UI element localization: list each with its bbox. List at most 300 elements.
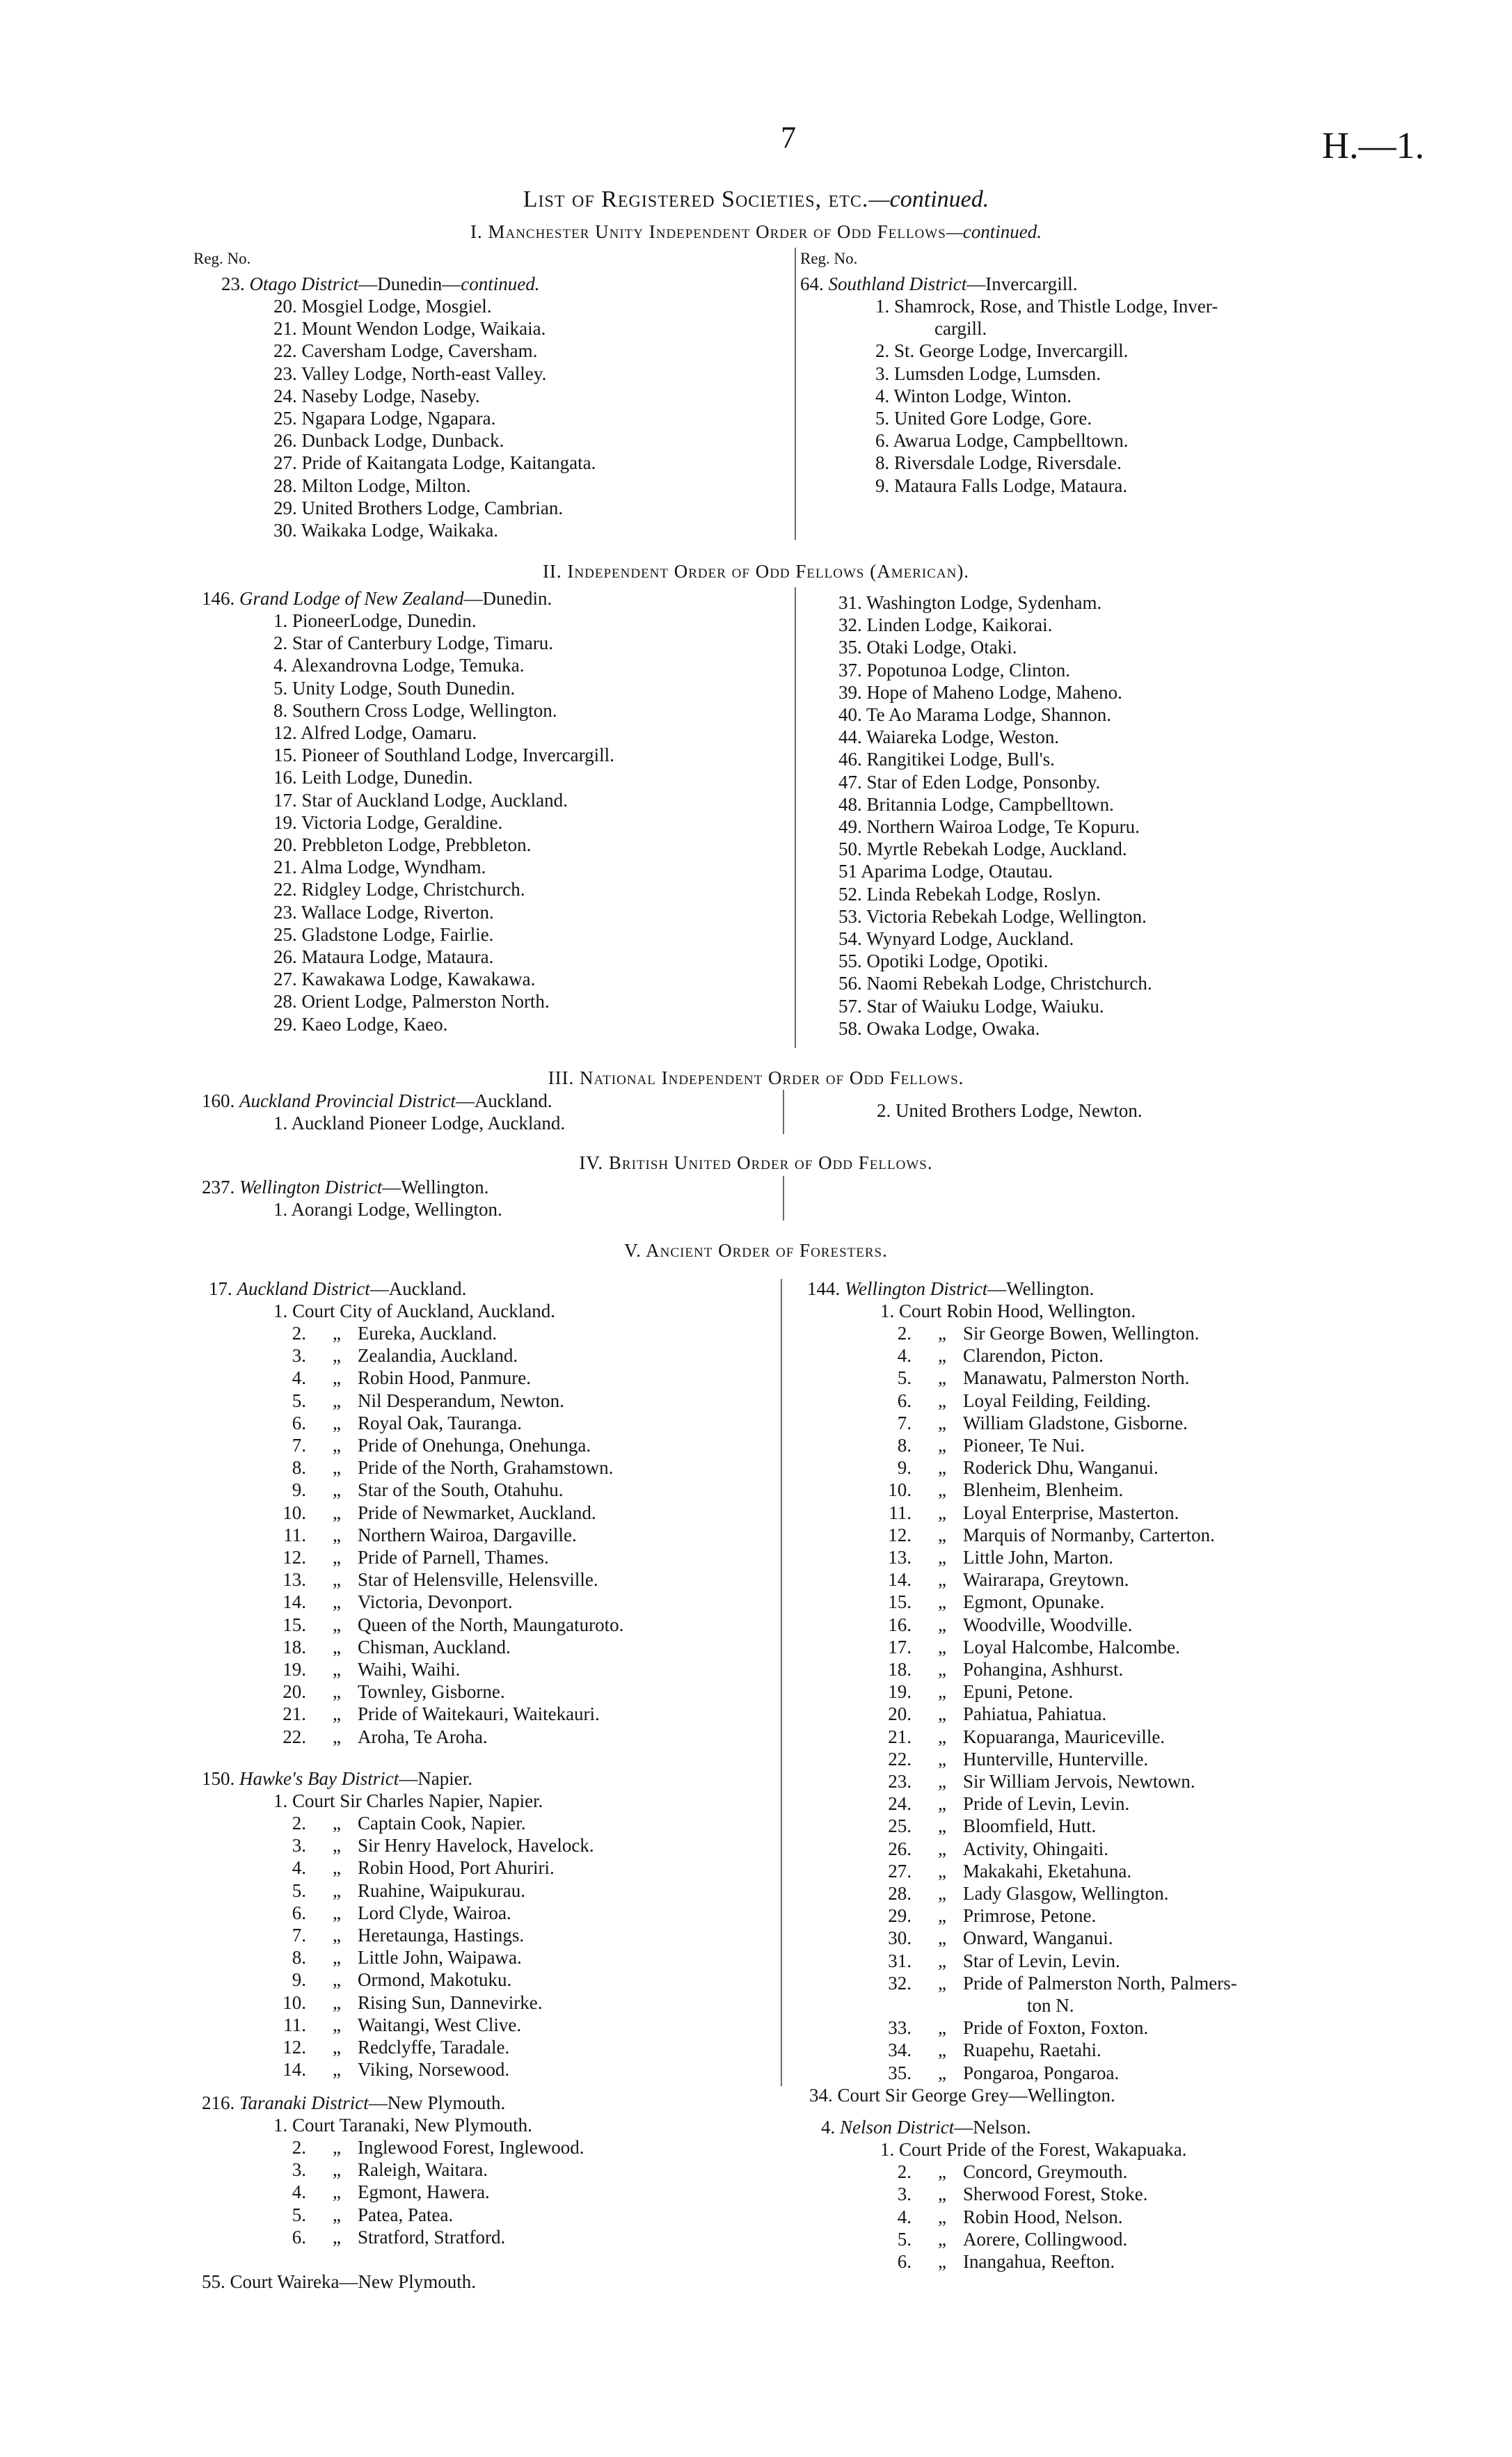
s5-hawkes-item-number: 6.	[292, 1902, 306, 1923]
s5-hawkes-item-number: 3.	[292, 1835, 306, 1856]
s5-auckland-item-number: 19.	[282, 1659, 306, 1680]
s2-right-list-item: 35. Otaki Lodge, Otaki.	[838, 637, 1017, 658]
s5-wellington-item-name: Onward, Wanganui.	[963, 1927, 1113, 1949]
s5-taranaki-ditto-mark: „	[333, 2226, 341, 2248]
s2-right-list-item: 37. Popotunoa Lodge, Clinton.	[838, 659, 1070, 681]
s5-auckland-item-name: Chisman, Auckland.	[358, 1636, 511, 1657]
s2-right-list-item: 57. Star of Waiuku Lodge, Waiuku.	[838, 995, 1104, 1017]
s5-auckland-ditto-mark: „	[333, 1367, 341, 1389]
s5-auckland-list-item	[264, 1412, 522, 1434]
s3-left-item: 1. Auckland Pioneer Lodge, Auckland.	[273, 1113, 566, 1134]
s1-left-list-item: 27. Pride of Kaitangata Lodge, Kaitangata.	[273, 452, 596, 474]
s5-taranaki-item-number: 3.	[292, 2159, 306, 2181]
s5-taranaki-item-name: Patea, Patea.	[358, 2204, 454, 2225]
s5-wellington-list-item	[870, 1390, 1151, 1412]
s5-wellington-list-item	[870, 1972, 1237, 1994]
section-heading-1-text: I. Manchester Unity Independent Order of Odd Fellows	[470, 221, 946, 242]
s5-wellington-item-number: 19.	[888, 1681, 912, 1703]
s5-wellington-item-continued: ton N.	[1027, 1995, 1074, 2016]
s5-auckland-item-number: 3.	[292, 1345, 306, 1367]
s1-left-list-item: 23. Valley Lodge, North-east Valley.	[273, 363, 547, 384]
s5-wellington-ditto-mark: „	[938, 1659, 946, 1680]
s5-wellington-item-number: 13.	[888, 1547, 912, 1568]
s1-right-district-name: Southland District	[828, 273, 967, 294]
s5-taranaki-item-number: 5.	[292, 2204, 306, 2225]
s5-wellington-item-number: 33.	[888, 2017, 912, 2039]
s5-hawkes-list-item	[264, 1879, 525, 1902]
s5-auckland-item-name: Northern Wairoa, Dargaville.	[358, 1524, 577, 1545]
s2-right-list-item: 46. Rangitikei Lodge, Bull's.	[838, 749, 1055, 770]
s2-left-list-item: 28. Orient Lodge, Palmerston North.	[273, 991, 550, 1012]
s5-nelson-district-heading	[821, 2116, 1031, 2138]
s5-auckland-list-item	[264, 1524, 577, 1546]
s5-wellington-item-number: 30.	[888, 1927, 912, 1949]
s2-right-list-item: 52. Linda Rebekah Lodge, Roslyn.	[838, 883, 1101, 905]
s5-auckland-item-number: 7.	[292, 1435, 306, 1456]
s1-right-list-item: cargill.	[934, 318, 987, 340]
reg-no-label-right: Reg. No.	[800, 250, 858, 267]
s5-wellington-ditto-mark: „	[938, 1681, 946, 1703]
s5-wellington-ditto-mark: „	[938, 1435, 946, 1456]
s5-wellington-item-number: 24.	[888, 1793, 912, 1815]
s4-district-town: —Wellington.	[382, 1177, 489, 1198]
s5-nelson-item-number: 4.	[897, 2206, 912, 2227]
s5-hawkes-ditto-mark: „	[333, 1857, 341, 1879]
s5-wellington-ditto-mark: „	[938, 1345, 946, 1367]
s5-wellington-ditto-mark: „	[938, 1838, 946, 1859]
s5-auckland-item-name: Aroha, Te Aroha.	[358, 1726, 488, 1747]
s5-wellington-item-number: 10.	[888, 1479, 912, 1501]
s5-auckland-item-number: 13.	[282, 1569, 306, 1591]
s5-auckland-item-number: 2.	[292, 1323, 306, 1344]
s5-auckland-list-item	[264, 1636, 511, 1658]
s5-wellington-ditto-mark: „	[938, 2017, 946, 2039]
s5-taranaki-district-town: —New Plymouth.	[368, 2092, 506, 2113]
s5-taranaki-list-item	[264, 2181, 490, 2203]
column-rule	[795, 587, 796, 1048]
s5-auckland-item-number: 5.	[292, 1390, 306, 1411]
s5-wellington-ditto-mark: „	[938, 1927, 946, 1949]
s1-right-list-item: 3. Lumsden Lodge, Lumsden.	[875, 363, 1101, 384]
s5-wellington-list-item	[870, 2039, 1101, 2061]
s5-hawkes-item-number: 11.	[283, 2014, 306, 2035]
reg-no-label-left: Reg. No.	[193, 250, 251, 267]
s5-nelson-item-name: Robin Hood, Nelson.	[963, 2206, 1123, 2227]
s3-district-town: —Auckland.	[455, 1090, 552, 1111]
s3-right-item: 2. United Brothers Lodge, Newton.	[877, 1100, 1143, 1121]
s5-wellington-ditto-mark: „	[938, 1883, 946, 1904]
s5-auckland-ditto-mark: „	[333, 1457, 341, 1479]
s5-auckland-list-item	[264, 1502, 596, 1524]
s1-right-list-item: 9. Mataura Falls Lodge, Mataura.	[875, 475, 1128, 496]
s5-hawkes-list-item	[264, 1856, 555, 1879]
s5-auckland-list-item	[264, 1479, 563, 1501]
s5-wellington-ditto-mark: „	[938, 1502, 946, 1523]
s5-taranaki-list-item	[264, 2136, 584, 2158]
s5-wellington-ditto-mark: „	[938, 1748, 946, 1770]
s1-right-list-item: 5. United Gore Lodge, Gore.	[875, 408, 1092, 429]
s5-wellington-list-item	[870, 1614, 1132, 1636]
s5-wellington-item-name: Manawatu, Palmerston North.	[963, 1367, 1190, 1389]
s5-wellington-item-number: 32.	[888, 1972, 912, 1994]
s5-wellington-item-number: 34.	[888, 2039, 912, 2061]
s5-nelson-ditto-mark: „	[938, 2206, 946, 2227]
s5-hawkes-item-number: 9.	[292, 1969, 306, 1991]
s5-wellington-item-name: Sir George Bowen, Wellington.	[963, 1323, 1200, 1344]
s5-wellington-item-number: 15.	[888, 1591, 912, 1613]
s5-wellington-ditto-mark: „	[938, 1636, 946, 1657]
s5-hawkes-item-name: Ormond, Makotuku.	[358, 1969, 512, 1991]
s4-left-item: 1. Aorangi Lodge, Wellington.	[273, 1199, 502, 1220]
s5-wellington-item-name: Lady Glasgow, Wellington.	[963, 1883, 1169, 1904]
section-heading-4-text: IV. British United Order of Odd Fellows.	[579, 1152, 933, 1173]
section-heading-3	[0, 1067, 1512, 1089]
s5-wellington-item-name: Primrose, Petone.	[963, 1905, 1097, 1927]
s5-hawkes-item-name: Ruahine, Waipukurau.	[358, 1879, 526, 1901]
s5-auckland-list-item	[264, 1434, 591, 1456]
s5-auckland-item-name: Royal Oak, Tauranga.	[358, 1412, 523, 1433]
s5-auckland-item-name: Zealandia, Auckland.	[358, 1345, 518, 1367]
s5-hawkes-list-item	[264, 1969, 511, 1991]
s5-wellington-ditto-mark: „	[938, 1479, 946, 1501]
s5-taranaki-list-item	[264, 2204, 453, 2226]
s5-wellington-item-name: Pioneer, Te Nui.	[963, 1435, 1085, 1456]
s5-hawkes-list-item	[264, 1991, 542, 2014]
s5-auckland-ditto-mark: „	[333, 1479, 341, 1501]
s5-auckland-item-number: 20.	[282, 1681, 306, 1703]
s5-hawkes-ditto-mark: „	[333, 1925, 341, 1946]
s5-nelson-district-town: —Nelson.	[954, 2116, 1031, 2138]
s5-hawkes-reg-number: 150.	[202, 1768, 235, 1789]
s2-right-list-item: 32. Linden Lodge, Kaikorai.	[838, 614, 1053, 636]
s5-wellington-item-number: 23.	[888, 1771, 912, 1792]
s5-wellington-item-number: 18.	[888, 1659, 912, 1680]
s2-right-list-item: 56. Naomi Rebekah Lodge, Christchurch.	[838, 973, 1152, 994]
column-rule	[781, 1279, 782, 2086]
s5-auckland-district-name: Auckland District	[237, 1278, 370, 1299]
s2-left-list-item: 25. Gladstone Lodge, Fairlie.	[273, 923, 494, 945]
s5-wellington-ditto-mark: „	[938, 1703, 946, 1725]
s5-wellington-list-item	[870, 1703, 1106, 1725]
s5-nelson-item-number: 5.	[897, 2228, 912, 2250]
s1-right-reg-number: 64.	[800, 273, 824, 294]
s5-auckland-item-number: 8.	[292, 1457, 306, 1479]
s5-auckland-ditto-mark: „	[333, 1345, 341, 1367]
s5-auckland-list-item	[264, 1591, 513, 1613]
s2-left-list-item: 16. Leith Lodge, Dunedin.	[273, 767, 473, 788]
s5-taranaki-ditto-mark: „	[333, 2181, 341, 2203]
s5-hawkes-ditto-mark: „	[333, 1879, 341, 1901]
s5-nelson-list-item	[870, 2183, 1148, 2205]
s2-left-district-town: —Dunedin.	[463, 588, 552, 609]
s5-auckland-item-number: 22.	[282, 1726, 306, 1747]
s2-left-list-item: 23. Wallace Lodge, Riverton.	[273, 901, 494, 923]
s1-right-district-town: —Invercargill.	[966, 273, 1078, 294]
s5-auckland-list-item	[264, 1390, 564, 1412]
s5-nelson-item-number: 6.	[897, 2251, 912, 2272]
s5-taranaki-list-item	[264, 2226, 505, 2248]
s5-auckland-list-item	[264, 1726, 488, 1748]
s5-taranaki-item-name: Raleigh, Waitara.	[358, 2159, 488, 2181]
s5-auckland-district-town: —Auckland.	[369, 1278, 467, 1299]
s2-right-list-item: 50. Myrtle Rebekah Lodge, Auckland.	[838, 838, 1127, 860]
s5-auckland-ditto-mark: „	[333, 1614, 341, 1635]
s2-right-list-item: 44. Waiareka Lodge, Weston.	[838, 726, 1060, 748]
s5-wellington-item-name: Ruapehu, Raetahi.	[963, 2039, 1101, 2061]
s5-hawkes-ditto-mark: „	[333, 1902, 341, 1923]
s5-wellington-item-name: Sir William Jervois, Newtown.	[963, 1771, 1195, 1792]
s2-left-list-item: 1. PioneerLodge, Dunedin.	[273, 610, 477, 631]
s1-left-list-item: 24. Naseby Lodge, Naseby.	[273, 385, 480, 406]
s5-wellington-item-number: 16.	[888, 1614, 912, 1635]
s5-auckland-item-name: Pride of Onehunga, Onehunga.	[358, 1435, 591, 1456]
s2-right-list-item: 48. Britannia Lodge, Campbelltown.	[838, 793, 1114, 815]
s5-taranaki-district-name: Taranaki District	[239, 2092, 369, 2113]
s5-auckland-item-number: 14.	[282, 1591, 306, 1613]
s5-wellington-list-item	[870, 1591, 1104, 1613]
s1-left-list-item: 30. Waikaka Lodge, Waikaka.	[273, 520, 499, 541]
s5-taranaki-ditto-mark: „	[333, 2159, 341, 2181]
s5-wellington-ditto-mark: „	[938, 1390, 946, 1411]
s5-auckland-item-name: Pride of the North, Grahamstown.	[358, 1457, 614, 1479]
s5-auckland-item-number: 18.	[282, 1636, 306, 1657]
s5-auckland-item-name: Star of the South, Otahuhu.	[358, 1479, 564, 1501]
s5-auckland-list-item	[264, 1703, 600, 1725]
s5-auckland-item-number: 11.	[283, 1524, 306, 1545]
s5-auckland-ditto-mark: „	[333, 1726, 341, 1747]
s5-wellington-ditto-mark: „	[938, 1569, 946, 1591]
s5-auckland-item-number: 9.	[292, 1479, 306, 1501]
s5-auckland-item-number: 21.	[282, 1703, 306, 1725]
s5-wellington-reg-number: 144.	[807, 1278, 841, 1299]
s5-auckland-ditto-mark: „	[333, 1323, 341, 1344]
s5-wellington-item-name: Marquis of Normanby, Carterton.	[963, 1524, 1215, 1545]
s5-hawkes-item-name: Waitangi, West Clive.	[358, 2014, 522, 2035]
s5-wellington-ditto-mark: „	[938, 1950, 946, 1971]
s5-wellington-list-item	[870, 1838, 1108, 1860]
s5-hawkes-list-item	[264, 2058, 509, 2081]
s5-nelson-list-item	[870, 2161, 1127, 2183]
s5-nelson-list-item	[870, 2206, 1123, 2228]
s5-wellington-item-name: Epuni, Petone.	[963, 1681, 1074, 1703]
s2-left-list-item: 15. Pioneer of Southland Lodge, Invercargill.	[273, 745, 614, 766]
s2-right-list-item: 53. Victoria Rebekah Lodge, Wellington.	[838, 905, 1147, 927]
s5-nelson-ditto-mark: „	[938, 2161, 946, 2183]
s5-hawkes-ditto-mark: „	[333, 2037, 341, 2058]
s5-wellington-item-number: 5.	[897, 1367, 912, 1389]
s5-wellington-item-name: Pahiatua, Pahiatua.	[963, 1703, 1107, 1725]
s5-nelson-first-court: 1. Court Pride of the Forest, Wakapuaka.	[880, 2139, 1187, 2160]
s5-auckland-list-item	[264, 1658, 460, 1680]
s5-wellington-list-item	[870, 1456, 1159, 1479]
s2-right-list-item: 47. Star of Eden Lodge, Ponsonby.	[838, 771, 1101, 793]
s1-left-district-name: Otago District	[249, 273, 359, 294]
s5-auckland-item-name: Waihi, Waihi.	[358, 1659, 461, 1680]
s5-auckland-district-heading	[209, 1278, 466, 1300]
s5-wellington-list-item	[870, 1905, 1096, 1927]
page-number: 7	[781, 120, 796, 154]
s5-auckland-list-item	[264, 1322, 497, 1344]
s5-wellington-list-item	[870, 1792, 1129, 1815]
s5-wellington-ditto-mark: „	[938, 1524, 946, 1545]
column-rule	[783, 1176, 784, 1220]
s5-wellington-item-number: 6.	[897, 1390, 912, 1411]
s2-left-list-item: 17. Star of Auckland Lodge, Auckland.	[273, 789, 568, 811]
s5-hawkes-district-town: —Napier.	[399, 1768, 472, 1789]
s5-nelson-item-name: Aorere, Collingwood.	[963, 2228, 1128, 2250]
s5-wellington-district-name: Wellington District	[845, 1278, 988, 1299]
s5-auckland-list-item	[264, 1546, 549, 1568]
s5-wellington-item-number: 9.	[897, 1457, 912, 1479]
s5-hawkes-list-item	[264, 1924, 524, 1946]
s2-right-list-item: 49. Northern Wairoa Lodge, Te Kopuru.	[838, 816, 1140, 837]
s5-taranaki-waireka-court: 55. Court Waireka—New Plymouth.	[202, 2271, 477, 2292]
s5-hawkes-ditto-mark: „	[333, 1947, 341, 1969]
s5-wellington-item-name: Little John, Marton.	[963, 1547, 1113, 1568]
s5-auckland-ditto-mark: „	[333, 1524, 341, 1545]
s2-left-list-item: 4. Alexandrovna Lodge, Temuka.	[273, 655, 525, 676]
s5-taranaki-item-name: Inglewood Forest, Inglewood.	[358, 2137, 584, 2158]
s5-wellington-item-number: 4.	[897, 1345, 912, 1367]
s2-right-list-item: 58. Owaka Lodge, Owaka.	[838, 1017, 1040, 1039]
s5-auckland-item-name: Townley, Gisborne.	[358, 1681, 505, 1703]
s2-left-list-item: 20. Prebbleton Lodge, Prebbleton.	[273, 834, 532, 855]
s2-left-district-heading	[202, 587, 552, 610]
s5-wellington-item-name: Bloomfield, Hutt.	[963, 1815, 1097, 1837]
s5-auckland-list-item	[264, 1680, 505, 1703]
s5-wellington-ditto-mark: „	[938, 1457, 946, 1479]
s5-wellington-item-name: Pongaroa, Pongaroa.	[963, 2062, 1120, 2083]
s5-auckland-list-item	[264, 1344, 518, 1367]
s5-hawkes-district-name: Hawke's Bay District	[239, 1768, 399, 1789]
s5-wellington-ditto-mark: „	[938, 1771, 946, 1792]
section-heading-1-continued: —continued.	[946, 221, 1042, 242]
s5-wellington-item-name: Egmont, Opunake.	[963, 1591, 1105, 1613]
s2-right-list-item: 55. Opotiki Lodge, Opotiki.	[838, 951, 1049, 972]
s2-left-list-item: 5. Unity Lodge, South Dunedin.	[273, 677, 516, 699]
s5-wellington-district-town: —Wellington.	[987, 1278, 1095, 1299]
s5-wellington-ditto-mark: „	[938, 1793, 946, 1815]
s5-auckland-item-number: 6.	[292, 1412, 306, 1433]
s1-right-list-item: 8. Riversdale Lodge, Riversdale.	[875, 452, 1122, 474]
s5-wellington-ditto-mark: „	[938, 1323, 946, 1344]
s5-hawkes-item-name: Rising Sun, Dannevirke.	[358, 1991, 543, 2013]
s5-wellington-list-item	[870, 1927, 1113, 1949]
s5-taranaki-item-number: 4.	[292, 2181, 306, 2203]
s5-hawkes-list-item	[264, 1812, 525, 1834]
s5-nelson-list-item	[870, 2228, 1127, 2250]
s5-hawkes-item-name: Viking, Norsewood.	[358, 2059, 510, 2081]
s5-wellington-ditto-mark: „	[938, 1860, 946, 1882]
s5-taranaki-item-name: Stratford, Stratford.	[358, 2226, 506, 2248]
s5-wellington-list-item	[870, 1882, 1169, 1905]
s5-hawkes-item-number: 5.	[292, 1879, 306, 1901]
s5-wellington-list-item	[870, 1748, 1148, 1770]
s4-district-heading	[202, 1176, 488, 1198]
s5-wellington-list-item	[870, 1412, 1188, 1434]
s5-hawkes-list-item	[264, 2036, 509, 2058]
s5-taranaki-first-court: 1. Court Taranaki, New Plymouth.	[273, 2115, 532, 2136]
s5-auckland-list-item	[264, 1367, 531, 1389]
s5-wellington-item-number: 27.	[888, 1860, 912, 1882]
s5-wellington-item-number: 21.	[888, 1726, 912, 1747]
s5-auckland-ditto-mark: „	[333, 1502, 341, 1523]
s1-left-list-item: 20. Mosgiel Lodge, Mosgiel.	[273, 296, 492, 317]
s5-wellington-list-item	[870, 2017, 1148, 2039]
page-title-text: List of Registered Societies, etc.	[523, 186, 869, 212]
s5-auckland-item-name: Eureka, Auckland.	[358, 1323, 498, 1344]
s5-wellington-list-item	[870, 1726, 1165, 1748]
s5-wellington-ditto-mark: „	[938, 1905, 946, 1927]
s2-right-list-item: 39. Hope of Maheno Lodge, Maheno.	[838, 681, 1122, 703]
s5-wellington-list-item	[870, 1658, 1123, 1680]
s5-wellington-list-item	[870, 1815, 1096, 1837]
s5-auckland-ditto-mark: „	[333, 1390, 341, 1411]
s5-wellington-ditto-mark: „	[938, 1972, 946, 1994]
s2-left-list-item: 19. Victoria Lodge, Geraldine.	[273, 811, 503, 833]
s5-auckland-ditto-mark: „	[333, 1569, 341, 1591]
s5-nelson-ditto-mark: „	[938, 2184, 946, 2205]
s5-wellington-ditto-mark: „	[938, 1367, 946, 1389]
s5-hawkes-item-name: Sir Henry Havelock, Havelock.	[358, 1835, 594, 1856]
s5-hawkes-ditto-mark: „	[333, 1969, 341, 1991]
page-title-continued: —continued.	[868, 186, 989, 212]
s5-wellington-item-name: Star of Levin, Levin.	[963, 1950, 1120, 1971]
s5-nelson-item-name: Sherwood Forest, Stoke.	[963, 2184, 1148, 2205]
s5-auckland-list-item	[264, 1614, 623, 1636]
s5-hawkes-list-item	[264, 2014, 521, 2036]
s5-auckland-first-court: 1. Court City of Auckland, Auckland.	[273, 1301, 555, 1321]
s5-auckland-item-name: Pride of Newmarket, Auckland.	[358, 1502, 596, 1523]
s2-right-list-item: 51 Aparima Lodge, Otautau.	[838, 861, 1053, 882]
s5-auckland-ditto-mark: „	[333, 1703, 341, 1725]
s5-wellington-list-item	[870, 1950, 1120, 1972]
s2-right-list-item: 40. Te Ao Marama Lodge, Shannon.	[838, 704, 1112, 725]
s5-hawkes-item-name: Heretaunga, Hastings.	[358, 1925, 525, 1946]
s5-wellington-item-number: 31.	[888, 1950, 912, 1971]
s3-reg-number: 160.	[202, 1090, 235, 1111]
s5-wellington-item-name: Pride of Foxton, Foxton.	[963, 2017, 1149, 2039]
s1-right-list-item: 2. St. George Lodge, Invercargill.	[875, 340, 1129, 362]
s5-wellington-district-heading	[807, 1278, 1094, 1300]
s1-right-district-heading	[800, 273, 1077, 295]
s1-left-district-continued: continued.	[461, 273, 540, 294]
s5-wellington-list-item	[870, 1502, 1179, 1524]
s5-wellington-item-number: 17.	[888, 1636, 912, 1657]
s5-wellington-list-item	[870, 1479, 1123, 1501]
column-rule	[795, 248, 796, 540]
s2-left-list-item: 21. Alma Lodge, Wyndham.	[273, 857, 486, 878]
s5-wellington-item-name: William Gladstone, Gisborne.	[963, 1412, 1188, 1433]
s5-wellington-list-item	[870, 1860, 1131, 1882]
s5-wellington-list-item	[870, 1636, 1180, 1658]
s1-left-district-town: —Dunedin—	[358, 273, 461, 294]
s5-wellington-list-item	[870, 1367, 1189, 1389]
s2-right-list-item: 54. Wynyard Lodge, Auckland.	[838, 928, 1074, 949]
s1-left-district-heading	[221, 273, 539, 295]
s5-wellington-item-name: Hunterville, Hunterville.	[963, 1748, 1149, 1770]
s5-auckland-ditto-mark: „	[333, 1412, 341, 1433]
s5-taranaki-district-heading	[202, 2092, 505, 2114]
section-heading-5-text: V. Ancient Order of Foresters.	[624, 1240, 888, 1261]
s5-nelson-ditto-mark: „	[938, 2228, 946, 2250]
s4-district-name: Wellington District	[239, 1177, 383, 1198]
s5-taranaki-ditto-mark: „	[333, 2137, 341, 2158]
s5-wellington-list-item	[870, 1344, 1104, 1367]
s5-auckland-item-number: 15.	[282, 1614, 306, 1635]
s5-wellington-ditto-mark: „	[938, 1726, 946, 1747]
s2-left-list-item: 12. Alfred Lodge, Oamaru.	[273, 722, 477, 743]
